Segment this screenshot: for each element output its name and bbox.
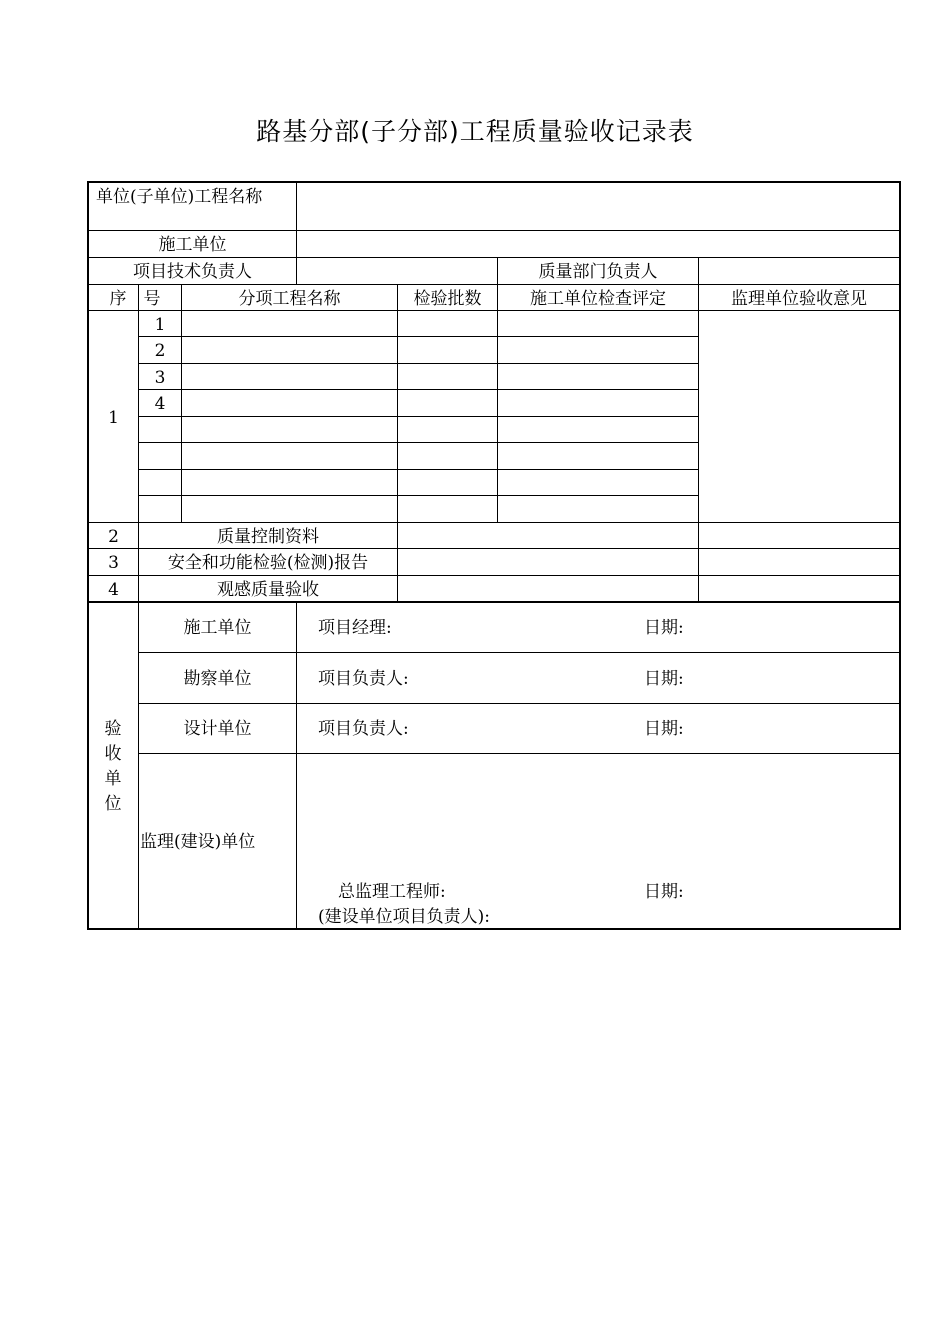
hline <box>87 310 901 311</box>
border-right <box>899 181 901 930</box>
quality-control-docs-label: 质量控制资料 <box>217 527 319 547</box>
acceptance-unit-name: 勘察单位 <box>183 669 252 689</box>
hline <box>138 416 699 417</box>
construction-unit-label: 施工单位 <box>158 235 227 255</box>
project-name-label: 单位(子单位)工程名称 <box>96 187 263 207</box>
signer-label: 项目负责人: <box>318 719 409 739</box>
row-number: 2 <box>108 527 119 547</box>
border-bottom <box>87 928 901 930</box>
col-supervisor-opinion-header: 监理单位验收意见 <box>731 289 867 309</box>
vline <box>138 601 139 930</box>
acceptance-unit-name: 设计单位 <box>183 719 252 739</box>
row-number: 3 <box>108 553 119 573</box>
hline <box>87 575 901 576</box>
section1-number: 1 <box>108 408 119 428</box>
col-item-name-header: 分项工程名称 <box>238 289 341 309</box>
date-label: 日期: <box>644 618 684 638</box>
chief-supervisor-label: 总监理工程师: <box>338 882 446 902</box>
vline <box>296 601 297 930</box>
hline <box>87 548 901 549</box>
hline <box>138 652 901 653</box>
acceptance-group-label: 验收单位 <box>104 719 122 814</box>
hline <box>138 336 699 337</box>
hline <box>87 230 901 231</box>
hline <box>138 703 901 704</box>
sub-item-number: 2 <box>154 341 166 361</box>
tech-lead-label: 项目技术负责人 <box>133 262 252 282</box>
hline <box>138 753 901 754</box>
vline <box>698 310 699 603</box>
hline <box>138 495 699 496</box>
signer-label: 项目负责人: <box>318 669 409 689</box>
sub-item-number: 1 <box>154 315 166 335</box>
document-title: 路基分部(子分部)工程质量验收记录表 <box>256 117 694 146</box>
signer-label: 项目经理: <box>318 618 392 638</box>
hline <box>138 442 699 443</box>
col-batch-count-header: 检验批数 <box>413 289 482 309</box>
acceptance-unit-name: 施工单位 <box>183 618 252 638</box>
safety-function-report-label: 安全和功能检验(检测)报告 <box>167 553 369 573</box>
hline <box>87 601 901 603</box>
border-top <box>87 181 901 183</box>
vline <box>698 257 699 285</box>
hline <box>87 284 901 285</box>
date-label: 日期: <box>644 719 684 739</box>
hline <box>138 469 699 470</box>
row-number: 4 <box>108 580 119 600</box>
sub-item-number: 4 <box>154 394 166 414</box>
date-label: 日期: <box>644 669 684 689</box>
col-index-header: 序 号 <box>109 289 161 309</box>
date-label: 日期: <box>644 882 684 902</box>
hline <box>138 389 699 390</box>
col-contractor-eval-header: 施工单位检查评定 <box>530 289 666 309</box>
visual-quality-label: 观感质量验收 <box>217 580 319 600</box>
vline <box>296 181 297 285</box>
vline <box>181 310 182 523</box>
vline <box>497 310 498 523</box>
quality-lead-label: 质量部门负责人 <box>538 262 658 282</box>
owner-lead-label: (建设单位项目负责人): <box>318 907 490 927</box>
hline <box>87 522 901 523</box>
vline <box>397 310 398 603</box>
hline <box>87 257 901 258</box>
supervisor-unit-name: 监理(建设)单位 <box>140 832 256 852</box>
sub-item-number: 3 <box>154 368 166 388</box>
hline <box>138 363 699 364</box>
